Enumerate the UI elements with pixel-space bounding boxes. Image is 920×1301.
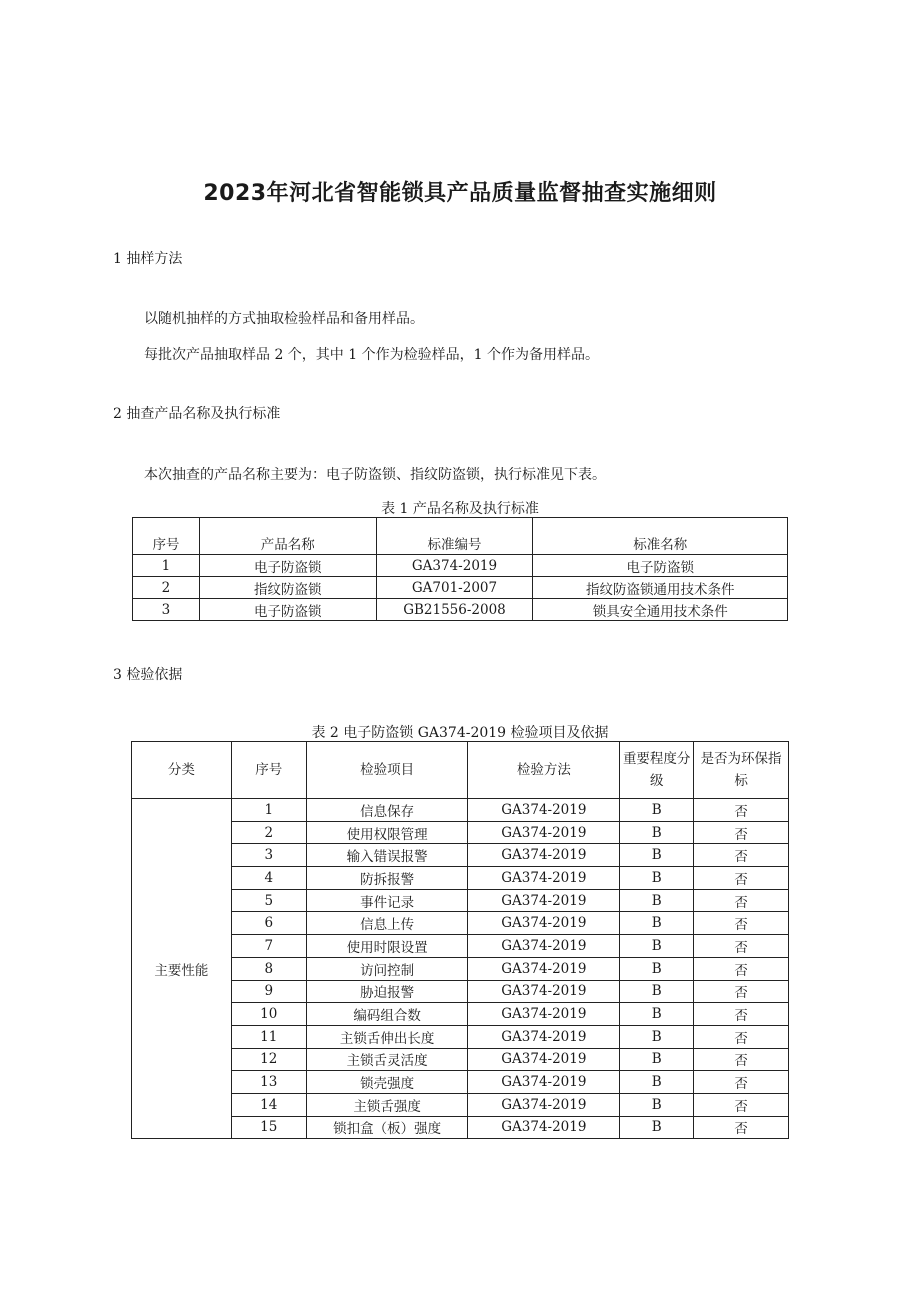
table-cell: 5 <box>231 889 306 912</box>
table-cell: 编码组合数 <box>306 1003 468 1026</box>
table-cell: 指纹防盗锁通用技术条件 <box>533 577 788 599</box>
table-cell: B <box>620 957 694 980</box>
table-cell: B <box>620 1116 694 1139</box>
table-cell: B <box>620 844 694 867</box>
table-cell: 否 <box>694 1048 789 1071</box>
table-cell: 输入错误报警 <box>306 844 468 867</box>
table-cell: 6 <box>231 912 306 935</box>
table-cell: B <box>620 912 694 935</box>
header-cell: 检验项目 <box>306 742 468 799</box>
table-cell: GA374-2019 <box>468 1116 620 1139</box>
table-cell: 主锁舌伸出长度 <box>306 1025 468 1048</box>
table-header-row <box>133 518 788 555</box>
header-cell: 标准名称 <box>533 518 788 555</box>
table-cell: 14 <box>231 1093 306 1116</box>
table-cell: GA701-2007 <box>376 577 533 599</box>
table-cell: GA374-2019 <box>468 821 620 844</box>
table-row <box>132 799 789 822</box>
table-row <box>133 555 788 577</box>
table-cell: 7 <box>231 935 306 958</box>
table-cell: 否 <box>694 980 789 1003</box>
inspection-items-table <box>131 741 789 1139</box>
table-cell: 否 <box>694 1025 789 1048</box>
header-cell: 序号 <box>231 742 306 799</box>
table-cell: 否 <box>694 867 789 890</box>
section-1-paragraph-1: 以随机抽样的方式抽取检验样品和备用样品。 <box>144 311 424 327</box>
table-cell: 否 <box>694 889 789 912</box>
table-row <box>133 599 788 621</box>
table-cell: B <box>620 1003 694 1026</box>
header-cell: 是否为环保指标 <box>694 742 789 799</box>
table-cell: 8 <box>231 957 306 980</box>
table-cell: GA374-2019 <box>468 935 620 958</box>
table-cell: 电子防盗锁 <box>199 599 376 621</box>
table-cell: 锁壳强度 <box>306 1071 468 1094</box>
table-cell: 否 <box>694 1071 789 1094</box>
table-cell: 访问控制 <box>306 957 468 980</box>
table-cell: GB21556-2008 <box>376 599 533 621</box>
table-cell: B <box>620 867 694 890</box>
table-cell: B <box>620 1025 694 1048</box>
table-cell: 电子防盗锁 <box>199 555 376 577</box>
section-2-paragraph-1: 本次抽查的产品名称主要为：电子防盗锁、指纹防盗锁，执行标准见下表。 <box>144 467 606 483</box>
table-cell: 信息上传 <box>306 912 468 935</box>
table-cell: 15 <box>231 1116 306 1139</box>
table-cell: 主锁舌灵活度 <box>306 1048 468 1071</box>
table-cell: B <box>620 1048 694 1071</box>
table-cell: GA374-2019 <box>468 1003 620 1026</box>
section-1-heading: 1 抽样方法 <box>113 251 183 267</box>
table-header-row <box>132 742 789 799</box>
table-cell: GA374-2019 <box>468 1071 620 1094</box>
table-cell: GA374-2019 <box>468 980 620 1003</box>
header-cell: 检验方法 <box>468 742 620 799</box>
table-cell: B <box>620 935 694 958</box>
table-cell: B <box>620 821 694 844</box>
table-cell: 4 <box>231 867 306 890</box>
table-1-caption: 表 1 产品名称及执行标准 <box>381 501 539 517</box>
table-cell: 1 <box>133 555 200 577</box>
table-cell: 否 <box>694 844 789 867</box>
category-cell: 主要性能 <box>132 799 232 1139</box>
table-cell: 2 <box>231 821 306 844</box>
table-cell: 信息保存 <box>306 799 468 822</box>
table-cell: 否 <box>694 1003 789 1026</box>
table-cell: GA374-2019 <box>376 555 533 577</box>
table-cell: GA374-2019 <box>468 1093 620 1116</box>
table-cell: B <box>620 1071 694 1094</box>
section-2-heading: 2 抽查产品名称及执行标准 <box>113 406 281 422</box>
table-cell: 否 <box>694 799 789 822</box>
header-cell: 产品名称 <box>199 518 376 555</box>
table-cell: 使用权限管理 <box>306 821 468 844</box>
table-cell: GA374-2019 <box>468 957 620 980</box>
table-cell: GA374-2019 <box>468 1048 620 1071</box>
table-cell: 使用时限设置 <box>306 935 468 958</box>
table-cell: GA374-2019 <box>468 799 620 822</box>
table-cell: 胁迫报警 <box>306 980 468 1003</box>
table-cell: GA374-2019 <box>468 912 620 935</box>
table-cell: 否 <box>694 1093 789 1116</box>
table-cell: 否 <box>694 957 789 980</box>
table-cell: 3 <box>231 844 306 867</box>
header-cell: 分类 <box>132 742 232 799</box>
table-cell: 9 <box>231 980 306 1003</box>
table-cell: 13 <box>231 1071 306 1094</box>
table-cell: 指纹防盗锁 <box>199 577 376 599</box>
table-cell: 否 <box>694 1116 789 1139</box>
header-cell: 重要程度分级 <box>620 742 694 799</box>
table-cell: GA374-2019 <box>468 844 620 867</box>
table-cell: 主锁舌强度 <box>306 1093 468 1116</box>
table-cell: 防拆报警 <box>306 867 468 890</box>
table-cell: 11 <box>231 1025 306 1048</box>
table-cell: 3 <box>133 599 200 621</box>
section-1-paragraph-2: 每批次产品抽取样品 2 个，其中 1 个作为检验样品，1 个作为备用样品。 <box>144 347 599 363</box>
table-cell: 否 <box>694 912 789 935</box>
table-cell: 12 <box>231 1048 306 1071</box>
header-cell: 标准编号 <box>376 518 533 555</box>
table-cell: 2 <box>133 577 200 599</box>
table-cell: B <box>620 1093 694 1116</box>
table-cell: B <box>620 889 694 912</box>
page-title: 2023年河北省智能锁具产品质量监督抽查实施细则 <box>203 181 717 206</box>
table-cell: 10 <box>231 1003 306 1026</box>
table-2-caption: 表 2 电子防盗锁 GA374-2019 检验项目及依据 <box>311 725 609 741</box>
table-cell: GA374-2019 <box>468 889 620 912</box>
table-cell: GA374-2019 <box>468 1025 620 1048</box>
table-cell: B <box>620 799 694 822</box>
header-cell: 序号 <box>133 518 200 555</box>
table-cell: 事件记录 <box>306 889 468 912</box>
table-cell: GA374-2019 <box>468 867 620 890</box>
table-cell: 电子防盗锁 <box>533 555 788 577</box>
standards-table <box>132 517 788 621</box>
section-3-heading: 3 检验依据 <box>113 667 183 683</box>
table-cell: 锁扣盒（板）强度 <box>306 1116 468 1139</box>
table-cell: 锁具安全通用技术条件 <box>533 599 788 621</box>
table-cell: 否 <box>694 821 789 844</box>
table-cell: 否 <box>694 935 789 958</box>
table-cell: 1 <box>231 799 306 822</box>
table-cell: B <box>620 980 694 1003</box>
table-row <box>133 577 788 599</box>
